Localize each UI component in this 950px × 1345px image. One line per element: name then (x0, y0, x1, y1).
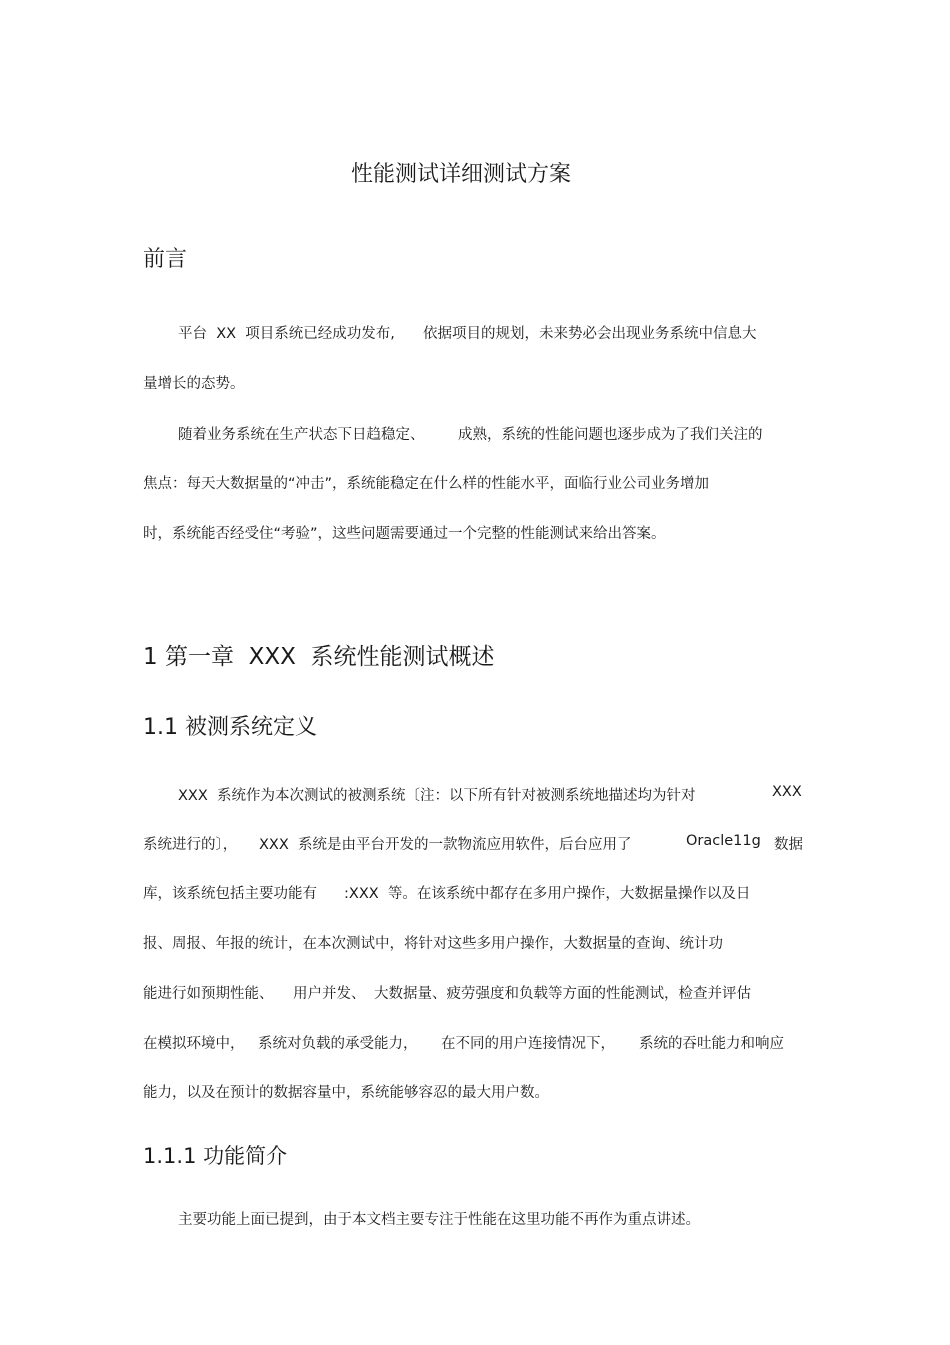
preface-line-1b: 依据项目的规划，未来势必会出现业务系统中信息大 (423, 326, 757, 342)
section-1-1-line-6d: 系统的吞吐能力和响应 (639, 1036, 784, 1052)
preface-line-2: 量增长的态势。 (143, 376, 245, 392)
section-1-1-line-5a: 能进行如预期性能、 (143, 986, 274, 1002)
preface-line-4: 焦点：每天大数据量的“冲击”，系统能稳定在什么样的性能水平，面临行业公司业务增加 (143, 476, 710, 492)
section-1-1-line-6c: 在不同的用户连接情况下， (441, 1036, 615, 1052)
section-1-1-heading: 1.1 被测系统定义 (143, 715, 317, 740)
section-1-1-line-3a: 库，该系统包括主要功能有 (143, 886, 317, 902)
section-1-1-line-3b: :XXX 等。在该系统中都存在多用户操作，大数据量操作以及日 (344, 886, 751, 902)
section-1-1-1-heading: 1.1.1 功能简介 (143, 1144, 288, 1168)
document-title: 性能测试详细测试方案 (350, 162, 571, 187)
section-1-1-line-4: 报、周报、年报的统计，在本次测试中，将针对这些多用户操作，大数据量的查询、统计功 (143, 936, 723, 952)
section-1-1-line-7: 能力，以及在预计的数据容量中，系统能够容忍的最大用户数。 (143, 1085, 549, 1101)
preface-line-3a: 随着业务系统在生产状态下日趋稳定、 (178, 427, 425, 443)
section-1-1-line-5c: 大数据量、疲劳强度和负载等方面的性能测试，检查并评估 (374, 986, 751, 1002)
section-1-1-line-2d: 数据 (774, 837, 803, 853)
preface-heading: 前言 (143, 247, 188, 272)
section-1-1-line-2c: Oracle11g (686, 833, 761, 849)
section-1-1-line-2a: 系统进行的〕， (143, 837, 238, 853)
section-1-1-line-6b: 系统对负载的承受能力， (258, 1036, 418, 1052)
section-1-1-line-5b: 用户并发、 (293, 986, 366, 1002)
preface-line-3b: 成熟，系统的性能问题也逐步成为了我们关注的 (458, 427, 763, 443)
chapter-1-heading: 1 第一章 XXX 系统性能测试概述 (143, 644, 495, 670)
section-1-1-line-1a: XXX 系统作为本次测试的被测系统〔注：以下所有针对被测系统地描述均为针对 (178, 788, 696, 804)
section-1-1-line-2b: XXX 系统是由平台开发的一款物流应用软件，后台应用了 (259, 837, 632, 853)
preface-line-5: 时，系统能否经受住“考验”，这些问题需要通过一个完整的性能测试来给出答案。 (143, 526, 666, 542)
section-1-1-line-6a: 在模拟环境中， (143, 1036, 245, 1052)
section-1-1-1-text: 主要功能上面已提到，由于本文档主要专注于性能在这里功能不再作为重点讲述。 (178, 1212, 700, 1228)
preface-line-1a: 平台 XX 项目系统已经成功发布, (178, 326, 395, 342)
section-1-1-line-1b: XXX (772, 784, 802, 800)
